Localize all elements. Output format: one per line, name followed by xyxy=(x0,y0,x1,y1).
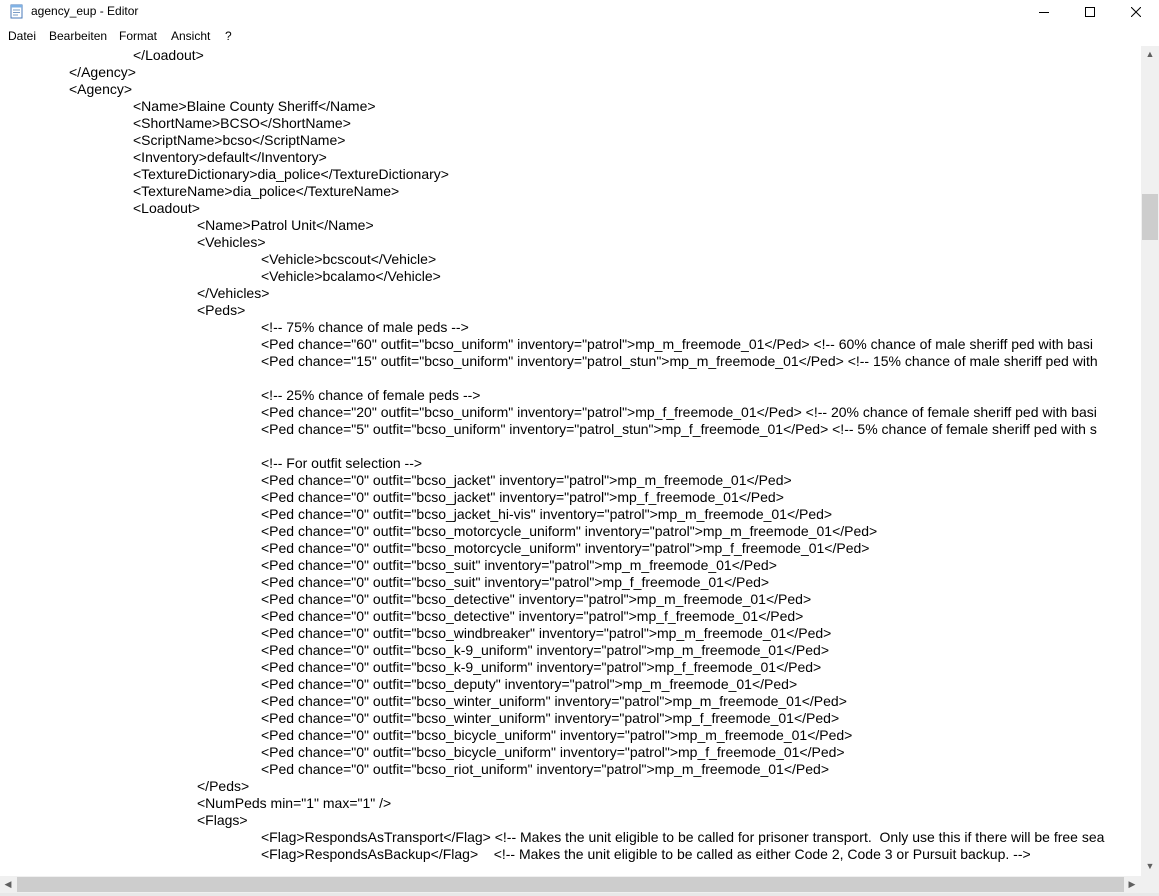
editor-line: </Vehicles> xyxy=(197,285,270,301)
scroll-up-arrow-icon[interactable]: ▲ xyxy=(1145,49,1155,59)
editor-line: <Ped chance="0" outfit="bcso_riot_uniform" inventory="patrol">mp_m_freemode_01</Ped> xyxy=(261,761,829,777)
editor-line: <Ped chance="0" outfit="bcso_k-9_uniform" inventory="patrol">mp_m_freemode_01</Ped> xyxy=(261,642,829,658)
editor-line: <Ped chance="0" outfit="bcso_jacket_hi-vis" inventory="patrol">mp_m_freemode_01</Ped> xyxy=(261,506,833,522)
editor-line: <Loadout> xyxy=(133,200,200,216)
editor-line: <Flag>RespondsAsBackup</Flag> <!-- Makes the unit eligible to be called as either Code 2, Code 3 or Pursuit backup. --> xyxy=(261,846,1031,862)
editor-line: <Peds> xyxy=(197,302,246,318)
editor-line: <!-- 75% chance of male peds --> xyxy=(261,319,469,335)
editor-line: <Name>Patrol Unit</Name> xyxy=(197,217,374,233)
menu-ansicht[interactable]: Ansicht xyxy=(171,29,211,43)
title-bar[interactable] xyxy=(0,0,1159,24)
maximize-button[interactable] xyxy=(1067,0,1113,24)
text-editor-area[interactable] xyxy=(0,46,1141,876)
editor-line: <Ped chance="0" outfit="bcso_bicycle_uniform" inventory="patrol">mp_f_freemode_01</Ped> xyxy=(261,744,845,760)
close-icon xyxy=(1131,7,1141,17)
minimize-button[interactable] xyxy=(1021,0,1067,24)
vertical-scroll-thumb[interactable] xyxy=(1142,194,1158,240)
editor-line: <Ped chance="0" outfit="bcso_jacket" inventory="patrol">mp_f_freemode_01</Ped> xyxy=(261,489,784,505)
editor-line: <Ped chance="15" outfit="bcso_uniform" inventory="patrol_stun">mp_m_freemode_01</Ped> <!-- 15% chance of male sheriff ped with xyxy=(261,353,1098,369)
editor-line: <TextureDictionary>dia_police</TextureDictionary> xyxy=(133,166,449,182)
editor-line: <Ped chance="0" outfit="bcso_k-9_uniform" inventory="patrol">mp_f_freemode_01</Ped> xyxy=(261,659,822,675)
editor-line: <Agency> xyxy=(69,81,133,97)
editor-line: </Loadout> xyxy=(133,47,204,63)
editor-line: <TextureName>dia_police</TextureName> xyxy=(133,183,400,199)
menu-datei[interactable]: Datei xyxy=(8,29,37,43)
editor-line: <ScriptName>bcso</ScriptName> xyxy=(133,132,346,148)
editor-line: <Ped chance="0" outfit="bcso_windbreaker" inventory="patrol">mp_m_freemode_01</Ped> xyxy=(261,625,832,641)
scrollbar-corner xyxy=(1141,876,1159,893)
editor-line: <Vehicles> xyxy=(197,234,266,250)
editor-line: <Inventory>default</Inventory> xyxy=(133,149,327,165)
editor-line: <Ped chance="0" outfit="bcso_motorcycle_uniform" inventory="patrol">mp_m_freemode_01</Ped> xyxy=(261,523,878,539)
editor-line: <Ped chance="0" outfit="bcso_winter_uniform" inventory="patrol">mp_m_freemode_01</Ped> xyxy=(261,693,847,709)
menu-format[interactable]: Format xyxy=(119,29,158,43)
editor-line: <Ped chance="0" outfit="bcso_jacket" inventory="patrol">mp_m_freemode_01</Ped> xyxy=(261,472,792,488)
editor-line: <Vehicle>bcalamo</Vehicle> xyxy=(261,268,441,284)
editor-line: <Ped chance="0" outfit="bcso_detective" inventory="patrol">mp_m_freemode_01</Ped> xyxy=(261,591,812,607)
scroll-down-arrow-icon[interactable]: ▼ xyxy=(1145,861,1155,871)
horizontal-scroll-thumb[interactable] xyxy=(17,877,1124,892)
scroll-left-arrow-icon[interactable]: ◀ xyxy=(4,879,12,889)
editor-line: <Vehicle>bcscout</Vehicle> xyxy=(261,251,437,267)
editor-line: <Ped chance="0" outfit="bcso_motorcycle_uniform" inventory="patrol">mp_f_freemode_01</Ped> xyxy=(261,540,870,556)
close-button[interactable] xyxy=(1113,0,1159,24)
horizontal-scrollbar[interactable] xyxy=(0,876,1141,893)
editor-line: <Flag>RespondsAsTransport</Flag> <!-- Makes the unit eligible to be called for prisoner transport. Only use this if there will be free sea xyxy=(261,829,1105,845)
editor-line: <Ped chance="0" outfit="bcso_detective" inventory="patrol">mp_f_freemode_01</Ped> xyxy=(261,608,804,624)
editor-line: <ShortName>BCSO</ShortName> xyxy=(133,115,351,131)
editor-line: <Ped chance="60" outfit="bcso_uniform" inventory="patrol">mp_m_freemode_01</Ped> <!-- 60% chance of male sheriff ped with basi xyxy=(261,336,1093,352)
editor-line: <Ped chance="5" outfit="bcso_uniform" inventory="patrol_stun">mp_f_freemode_01</Ped> <!-- 5% chance of female sheriff ped with s xyxy=(261,421,1097,437)
window-title: agency_eup - Editor xyxy=(31,4,139,18)
editor-line: <Ped chance="0" outfit="bcso_winter_uniform" inventory="patrol">mp_f_freemode_01</Ped> xyxy=(261,710,840,726)
vertical-scrollbar[interactable] xyxy=(1141,46,1159,876)
editor-line: <Ped chance="0" outfit="bcso_bicycle_uniform" inventory="patrol">mp_m_freemode_01</Ped> xyxy=(261,727,853,743)
editor-line: <!-- 25% chance of female peds --> xyxy=(261,387,481,403)
editor-line: <!-- For outfit selection --> xyxy=(261,455,423,471)
minimize-icon xyxy=(1039,7,1049,17)
menu-bar xyxy=(0,25,1159,45)
editor-line: <Ped chance="20" outfit="bcso_uniform" inventory="patrol">mp_f_freemode_01</Ped> <!-- 20% chance of female sheriff ped with basi xyxy=(261,404,1097,420)
editor-line: <Ped chance="0" outfit="bcso_suit" inventory="patrol">mp_f_freemode_01</Ped> xyxy=(261,574,770,590)
editor-line: </Agency> xyxy=(69,64,136,80)
editor-line: <Ped chance="0" outfit="bcso_suit" inventory="patrol">mp_m_freemode_01</Ped> xyxy=(261,557,777,573)
editor-line: </Peds> xyxy=(197,778,250,794)
maximize-icon xyxy=(1085,7,1095,17)
editor-line: <Ped chance="0" outfit="bcso_deputy" inventory="patrol">mp_m_freemode_01</Ped> xyxy=(261,676,798,692)
editor-line: <Flags> xyxy=(197,812,248,828)
editor-line: <NumPeds min="1" max="1" /> xyxy=(197,795,392,811)
menu-help[interactable]: ? xyxy=(225,29,232,43)
notepad-app-icon xyxy=(9,4,24,19)
scroll-right-arrow-icon[interactable]: ▶ xyxy=(1128,879,1136,889)
editor-line: <Name>Blaine County Sheriff</Name> xyxy=(133,98,376,114)
menu-bearbeiten[interactable]: Bearbeiten xyxy=(49,29,108,43)
